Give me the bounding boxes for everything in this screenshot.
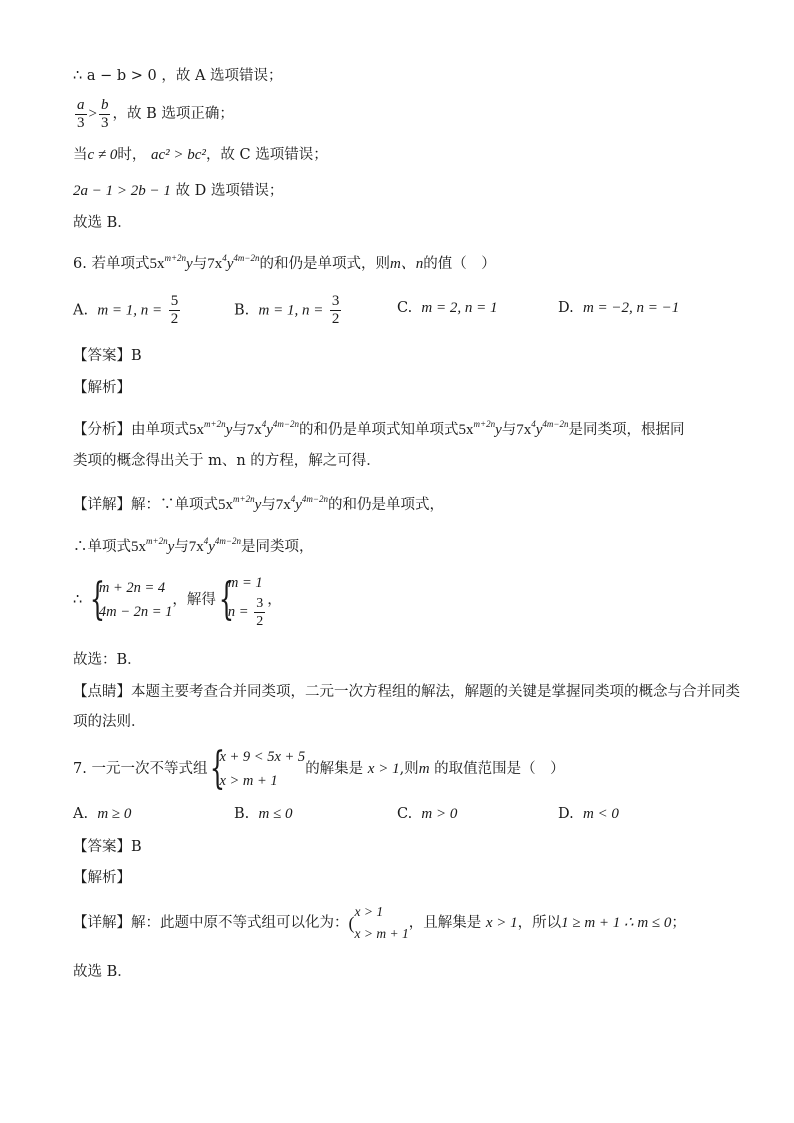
q7-option-a[interactable]: A. m ≥ 0 <box>73 806 132 822</box>
q6-option-a[interactable]: A. m = 1, n = $\frac{5}{2}$ <box>73 293 179 327</box>
q6-analysis-heading: 【解析】 <box>73 380 131 396</box>
q6-stem: 6. 若单项式$5x^{m+2n}y$与$7x^4y^{4m-2n}$的和仍是单项式，则m、n的值（ ） <box>73 253 496 272</box>
q6-dianjing-line2: 项的法则． <box>73 714 146 730</box>
text-line-a: ∴ a − b > 0 ，故 A 选项错误； <box>73 68 283 84</box>
line-choose-b: 故选 B． <box>73 215 132 231</box>
fraction-5-over-2: $\frac{5}{2}$ <box>170 293 179 327</box>
monomial-2: 7x <box>207 256 223 272</box>
answer-value: B <box>131 839 142 855</box>
line-conclusion-d: 2a − 1 > 2b − 1 故 D 选项错误； <box>73 183 284 199</box>
equation-system-1: { m + 2n = 4 4m − 2n = 1 <box>89 574 173 625</box>
reduced-inequality-system: ( x > 1 x > m + 1 <box>349 900 409 946</box>
left-paren-icon: ( <box>348 913 355 933</box>
q7-analysis-heading: 【解析】 <box>73 870 131 886</box>
solution-system: { m = 1 n = $\frac{3}{2}$ <box>218 574 264 629</box>
q6-xiangjie-line1: 【详解】解：∵单项式$5x^{m+2n}y$与$7x^4y^{4m-2n}$的和仍是单项式， <box>73 494 444 513</box>
fraction-3-over-2: $\frac{3}{2}$ <box>256 595 264 629</box>
q7-answer: 【答案】B <box>73 839 142 855</box>
fraction-b-over-3: $\frac{b}{3}$ <box>100 96 109 131</box>
monomial-1: 5x <box>149 256 165 272</box>
fraction-a-over-3: $\frac{a}{3}$ <box>77 96 85 131</box>
q6-option-d[interactable]: D. m = −2, n = −1 <box>558 300 680 316</box>
answer-value: B <box>131 348 142 364</box>
inequality-system: { x + 9 < 5x + 5 x > m + 1 <box>210 743 306 794</box>
q6-option-b[interactable]: B. m = 1, n = $\frac{3}{2}$ <box>234 293 340 327</box>
q6-answer: 【答案】B <box>73 348 142 364</box>
line-conclusion-c: 当c ≠ 0时， ac² > bc²，故 C 选项错误； <box>73 147 328 163</box>
q7-option-d[interactable]: D. m < 0 <box>558 806 619 822</box>
q6-fenxi-line1: 【分析】由单项式$5x^{m+2n}y$与$7x^4y^{4m-2n}$的和仍是单项式知单项式$5x^{m+2n}y$与$7x^4y^{4m-2n}$是同类项，根据同 <box>73 419 685 438</box>
q6-choose: 故选：B． <box>73 652 142 668</box>
left-brace-icon: { <box>210 743 226 794</box>
q6-fenxi-line2: 类项的概念得出关于 m、n 的方程，解之可得． <box>73 453 381 469</box>
q6-xiangjie-line2: ∴单项式$5x^{m+2n}y$与$7x^4y^{4m-2n}$是同类项， <box>73 536 314 555</box>
q7-stem: 7. 一元一次不等式组 { x + 9 < 5x + 5 x > m + 1 的解集是 x > 1,则m 的取值范围是（ ） <box>73 743 565 794</box>
left-brace-icon: { <box>89 574 105 625</box>
math-2a-2b: 2a − 1 > 2b − 1 <box>73 183 171 199</box>
fraction-3-over-2: $\frac{3}{2}$ <box>331 293 340 327</box>
q6-option-c[interactable]: C. m = 2, n = 1 <box>397 300 498 316</box>
math-c-neq-0: c ≠ 0 <box>87 147 118 163</box>
q7-xiangjie: 【详解】解：此题中原不等式组可以化为： ( x > 1 x > m + 1 ，且解集是 x > 1，所以1 ≥ m + 1 ∴ m ≤ 0； <box>73 900 686 946</box>
line-conclusion-b: $\frac{a}{3}$ > $\frac{b}{3}$ ，故 B 选项正确； <box>77 96 234 131</box>
q7-choose: 故选 B． <box>73 964 132 980</box>
text-line-b: ，故 B 选项正确； <box>112 106 234 122</box>
q6-dianjing-line1: 【点睛】本题主要考查合并同类项，二元一次方程组的解法，解题的关键是掌握同类项的概念与合并同类 <box>73 684 740 700</box>
line-conclusion-a <box>73 66 283 86</box>
q7-option-c[interactable]: C. m > 0 <box>397 806 458 822</box>
math-ac2-gt-bc2: ac² > bc² <box>151 147 206 163</box>
q6-system-line: ∴ { m + 2n = 4 4m − 2n = 1 ，解得 { m = 1 n = $\frac{3}{2}$ ， <box>73 570 282 630</box>
q7-option-b[interactable]: B. m ≤ 0 <box>234 806 293 822</box>
left-brace-icon: { <box>218 574 234 625</box>
